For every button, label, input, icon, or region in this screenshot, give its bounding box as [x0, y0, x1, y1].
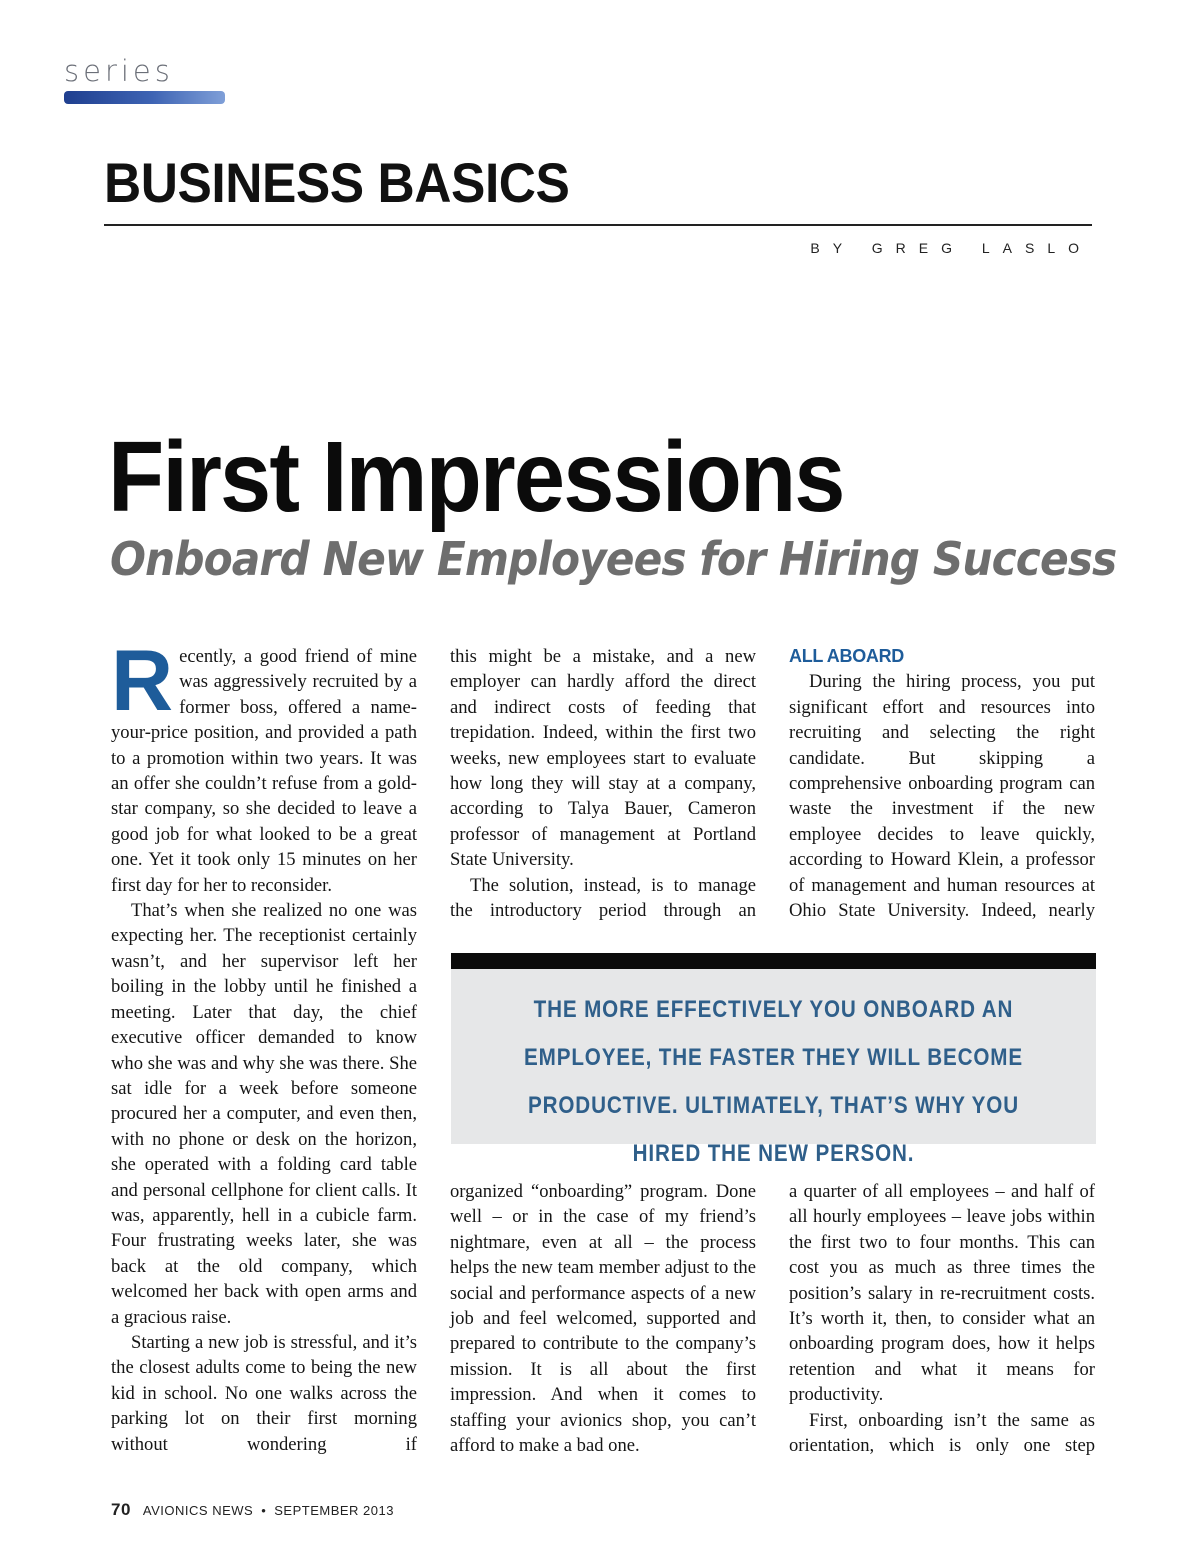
body-paragraph [111, 633, 417, 898]
body-paragraph: organized “onboarding” program. Done well – or in the case of my friend’s nightmare, even at all – the process helps the new team member adjust to the social and performance aspects of a new job and feel welcomed, supported and prepared to contribute to the company’s mission. It is all about the first impression. And when it comes to staffing your avionics shop, you can’t afford to make a bad one. [450, 1181, 756, 1457]
body-column-3-bottom [789, 1179, 1095, 1458]
page-number: 70 [111, 1500, 131, 1519]
body-paragraph: The solution, instead, is to manage the introductory period through an [450, 874, 756, 922]
publication-name: AVIONICS NEWS [142, 1503, 254, 1518]
article-subheadline: Onboard New Employees for Hiring Success [110, 532, 1117, 586]
body-paragraph: That’s when she realized no one was expecting her. The receptionist certainly wasn’t, and her supervisor left her boiling in the lobby until he finished a meeting. Later that day, the chief executive officer demanded to know who she was and why she was there. She sat idle for a week before someone procured her a computer, and even then, with no phone or desk on the horizon, she operated with a folding card table and personal cellphone for client calls. It was, apparently, hell in a cubicle farm. Four frustrating weeks later, she was back at the old company, which welcomed her back with open arms and a gracious raise. [111, 900, 417, 1328]
body-paragraph: First, onboarding isn’t the same as orientation, which is only one step [789, 1409, 1095, 1457]
series-label: series [64, 54, 174, 88]
issue-date: SEPTEMBER 2013 [274, 1503, 394, 1518]
paragraph-text: ecently, a good friend of mine was aggressively recruited by a former boss, offered a name-your-price position, and provided a path to a promotion within two years. It was an offer she couldn’t refuse from a gold-star company, so she decided to leave a good job for what looked to be a great one. Yet it took only 15 minutes on her first day for her to reconsider. [111, 646, 417, 896]
pullquote-text: THE MORE EFFECTIVELY YOU ONBOARD AN EMPLOYEE, THE FASTER THEY WILL BECOME PRODUCTIVE. ULTIMATELY, THAT’S WHY YOU HIRED THE NEW PERSON. [524, 996, 1023, 1167]
body-paragraph: Starting a new job is stressful, and it’s the closest adults come to being the new kid in school. No one walks across the parking lot on their first morning without wondering if [111, 1331, 417, 1455]
body-column-1 [111, 633, 417, 1457]
department-title: BUSINESS BASICS [104, 151, 570, 214]
body-paragraph: a quarter of all employees – and half of all hourly employees – leave jobs within the first two to four months. This can cost you as much as three times the position’s salary in re-recruitment costs. It’s worth it, then, to consider what an onboarding program does, how it helps retention and what it means for productivity. [789, 1181, 1095, 1406]
body-column-2-top [450, 644, 756, 923]
pullquote-bar [451, 953, 1096, 969]
body-paragraph: this might be a mistake, and a new employer can hardly afford the direct and indirect costs of feeding that trepidation. Indeed, within the first two weeks, new employees start to evaluate how long they will stay at a company, according to Talya Bauer, Cameron professor of management at Portland State University. [450, 646, 756, 871]
page-footer [111, 1500, 394, 1520]
section-subhead: ALL ABOARD [789, 646, 904, 666]
byline: BY GREG LASLO [810, 240, 1092, 256]
footer-separator: • [261, 1503, 267, 1518]
department-rule [104, 224, 1092, 226]
body-column-2-bottom [450, 1179, 756, 1458]
body-column-3-top [789, 644, 1095, 923]
article-headline: First Impressions [108, 421, 844, 533]
body-paragraph: During the hiring process, you put significant effort and resources into recruiting and selecting the right candidate. But skipping a comprehensive onboarding program can waste the investment if the new employee decides to leave quickly, according to Howard Klein, a professor of management and human resources at Ohio State University. Indeed, nearly [789, 671, 1095, 922]
drop-cap: R [111, 633, 174, 729]
series-accent-bar [64, 91, 225, 104]
